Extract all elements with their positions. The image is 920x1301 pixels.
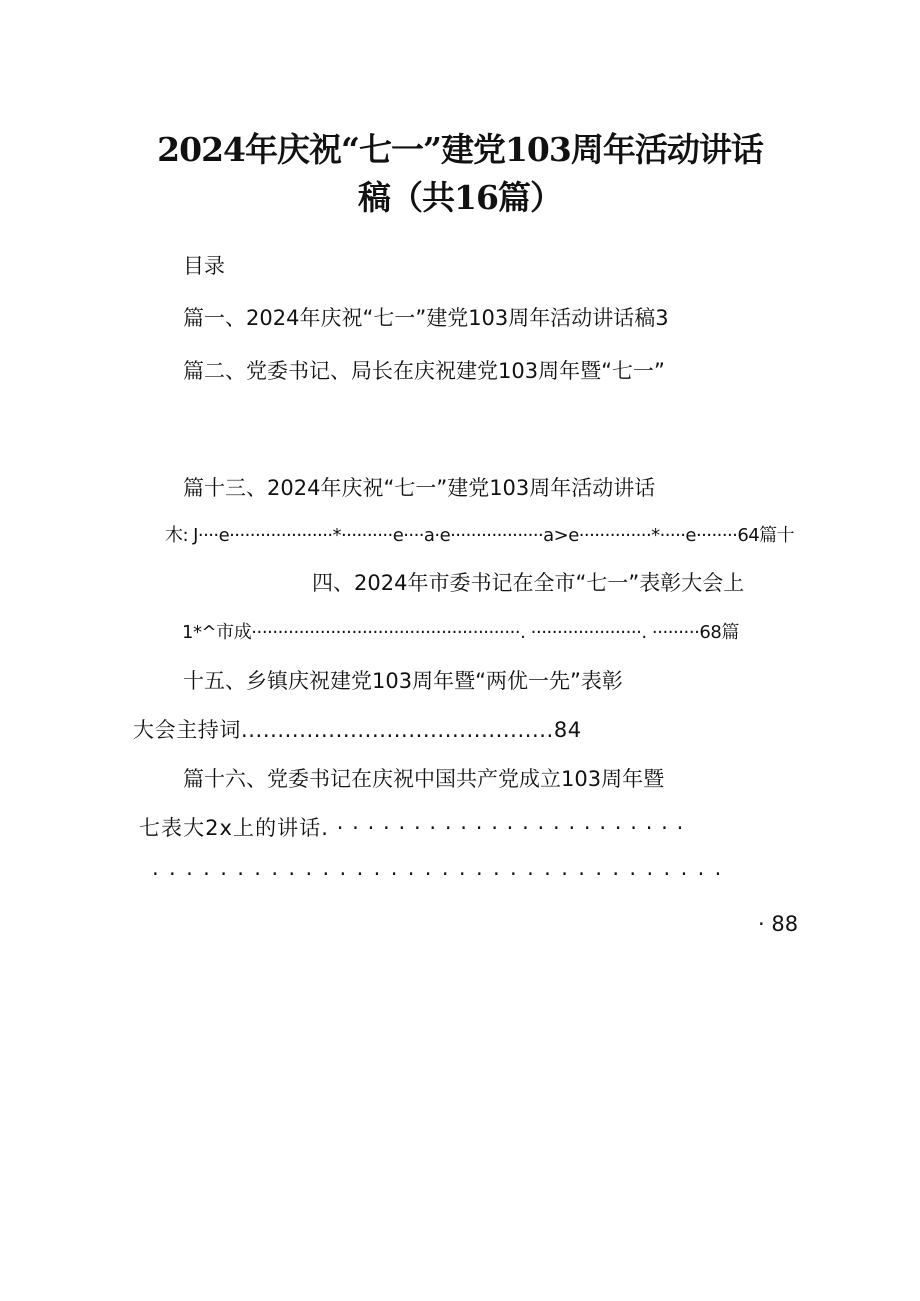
toc-entry: 篇一、2024年庆祝“七一”建党103周年活动讲话稿3 — [183, 306, 669, 330]
toc-entry-leader: · · · · · · · · · · · · · · · · · · · · · · · · · · · · · · · · · · — [152, 862, 724, 886]
toc-entry: 篇十三、2024年庆祝“七一”建党103周年活动讲话 — [183, 476, 656, 500]
toc-heading: 目录 — [183, 254, 225, 278]
toc-entry: 十五、乡镇庆祝建党103周年暨“两优一先”表彰 — [183, 669, 623, 693]
toc-entry-leader: 1*^市成···················································. ·····················. ·········68篇 — [182, 622, 739, 643]
toc-entry: 四、2024年市委书记在全市“七一”表彰大会上 — [312, 571, 745, 595]
toc-entry: 篇十六、党委书记在庆祝中国共产党成立103周年暨 — [183, 767, 665, 791]
toc-entry-leader: 七表大2x上的讲话. · · · · · · · · · · · · · · · · · · · · · · · — [139, 816, 685, 840]
document-title-line-1: 2024年庆祝“七一”建党103周年活动讲话 — [157, 130, 763, 169]
toc-entry-leader: 木: J····e····················*··········e····a·e··················a>e··············*·····e········64篇十 — [165, 525, 795, 546]
toc-entry: 篇二、党委书记、局长在庆祝建党103周年暨“七一” — [183, 359, 665, 383]
toc-page-number: · 88 — [758, 912, 799, 936]
document-title-line-2: 稿（共16篇） — [358, 178, 562, 217]
toc-entry-leader: 大会主持词...........................................84 — [133, 718, 582, 742]
